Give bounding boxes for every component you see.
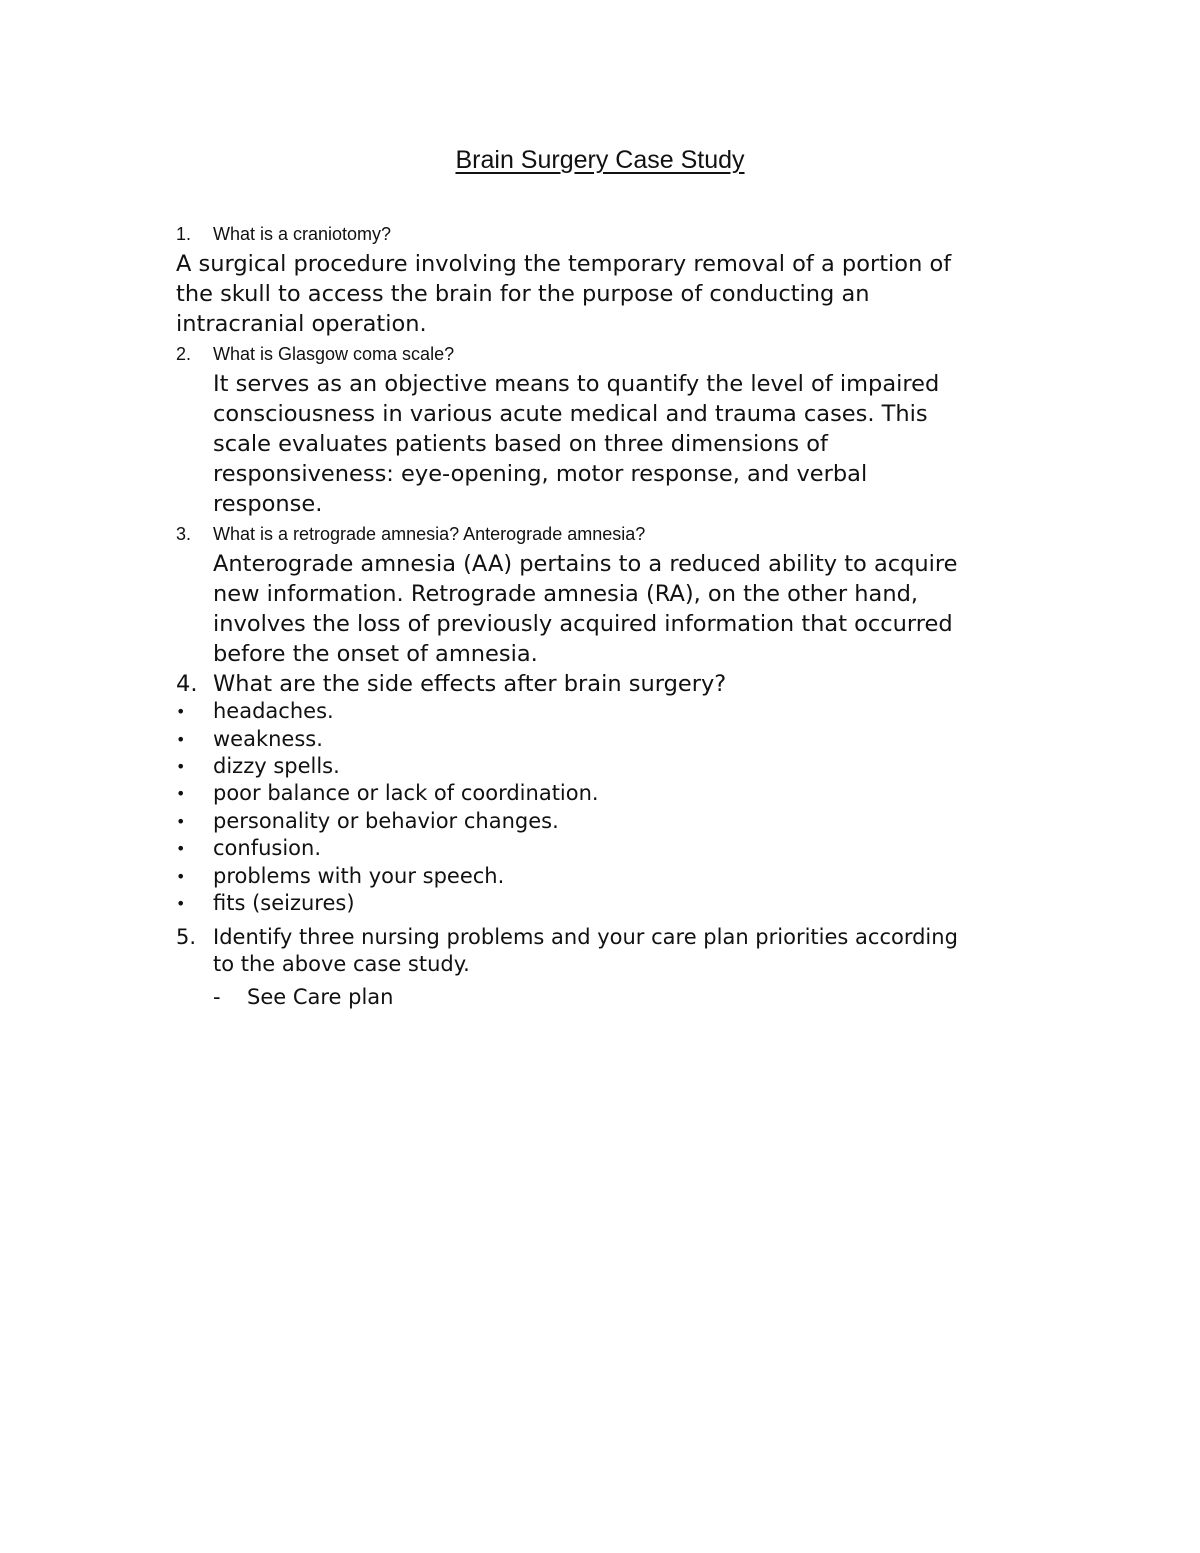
answer-2-line-2: consciousness in various acute medical and trauma cases. This	[213, 401, 928, 427]
answer-1-line-2: the skull to access the brain for the purpose of conducting an	[176, 281, 870, 307]
side-effect-item: headaches.	[213, 699, 334, 723]
answer-2-line-1: It serves as an objective means to quantify the level of impaired	[213, 371, 940, 397]
answer-3-line-3: involves the loss of previously acquired information that occurred	[213, 611, 953, 637]
answer-3-line-4: before the onset of amnesia.	[213, 641, 538, 667]
bullet-icon: •	[176, 702, 186, 721]
answer-1-line-1: A surgical procedure involving the temporary removal of a portion of	[176, 251, 952, 277]
bullet-icon: •	[176, 867, 186, 886]
question-3-text: What is a retrograde amnesia? Anterograde amnesia?	[213, 524, 646, 544]
answer-3-line-1: Anterograde amnesia (AA) pertains to a reduced ability to acquire	[213, 551, 958, 577]
side-effect-item: poor balance or lack of coordination.	[213, 781, 599, 805]
question-3-number: 3.	[176, 524, 192, 544]
bullet-icon: •	[176, 894, 186, 913]
side-effect-item: personality or behavior changes.	[213, 809, 559, 833]
answer-1-line-3: intracranial operation.	[176, 311, 427, 337]
document-title: Brain Surgery Case Study	[455, 146, 745, 174]
answer-2-line-4: responsiveness: eye-opening, motor response, and verbal	[213, 461, 868, 487]
question-2-number: 2.	[176, 344, 192, 364]
bullet-icon: •	[176, 839, 186, 858]
bullet-icon: •	[176, 757, 186, 776]
answer-5-text: See Care plan	[247, 985, 394, 1009]
answer-2-line-5: response.	[213, 491, 323, 517]
question-1-number: 1.	[176, 224, 192, 244]
bullet-icon: •	[176, 730, 186, 749]
side-effect-item: fits (seizures)	[213, 891, 355, 915]
question-4-text: What are the side effects after brain surgery?	[213, 671, 727, 697]
question-4-number: 4.	[176, 671, 198, 697]
dash-icon: -	[213, 985, 221, 1009]
answer-3-line-2: new information. Retrograde amnesia (RA), on the other hand,	[213, 581, 919, 607]
question-5-line-2: to the above case study.	[213, 952, 470, 976]
bullet-icon: •	[176, 784, 186, 803]
side-effect-item: confusion.	[213, 836, 322, 860]
question-1-text: What is a craniotomy?	[213, 224, 392, 244]
side-effect-item: weakness.	[213, 727, 323, 751]
bullet-icon: •	[176, 812, 186, 831]
question-5-number: 5.	[176, 925, 197, 949]
side-effect-item: dizzy spells.	[213, 754, 340, 778]
side-effect-item: problems with your speech.	[213, 864, 505, 888]
answer-2-line-3: scale evaluates patients based on three dimensions of	[213, 431, 828, 457]
question-5-line-1: Identify three nursing problems and your care plan priorities according	[213, 925, 958, 949]
question-2-text: What is Glasgow coma scale?	[213, 344, 455, 364]
